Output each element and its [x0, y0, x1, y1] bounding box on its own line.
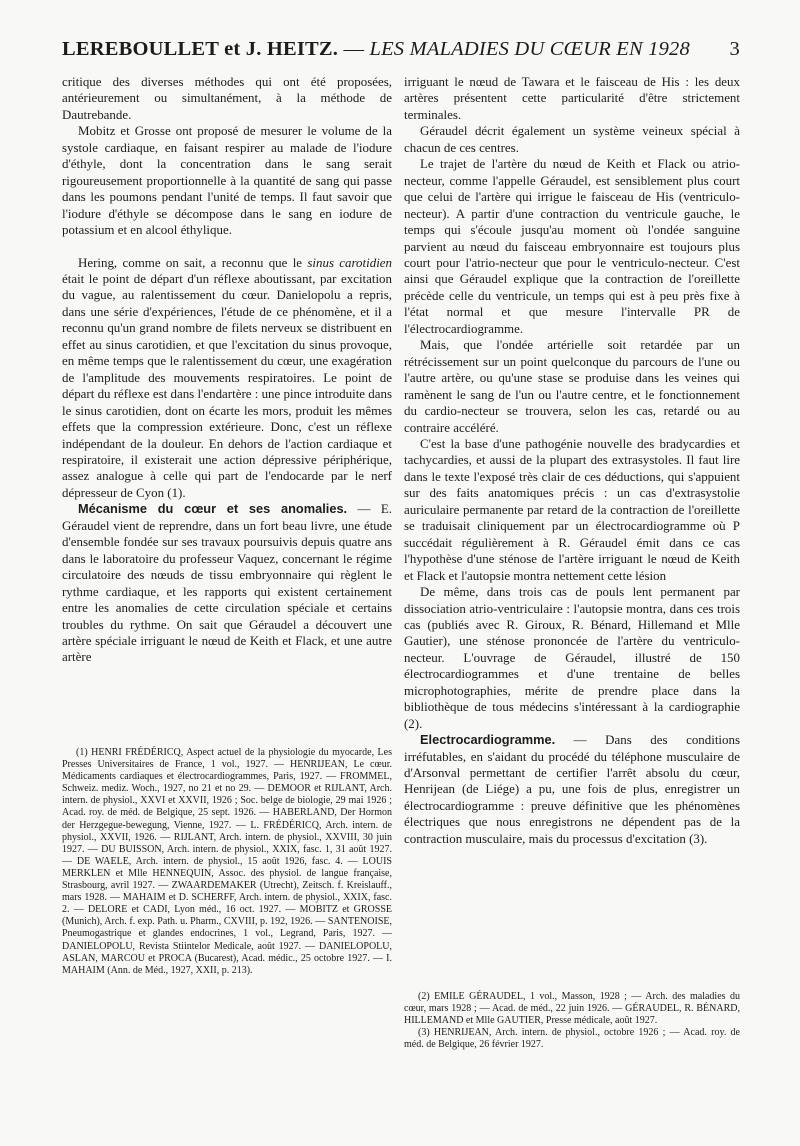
- header-authors: LEREBOULLET et J. HEITZ.: [62, 38, 339, 60]
- header-title: LES MALADIES DU CŒUR EN 1928: [369, 38, 690, 60]
- header-separator: —: [338, 38, 370, 60]
- footnotes-right: [404, 991, 740, 1051]
- footnote: (1) HENRI FRÉDÉRICQ, Aspect actuel de la physiologie du myocarde, Les Presses Universitaires de France, 1 vol., 1927. — HENRIJEAN, Le cœur. Médicaments cardiaques et électrocardiogrammes, Paris, 1927. — FROMMEL, Schweiz. mediz. Woch., 1927, no 21 et no 29. — DEMOOR et RIJLANT, Arch. intern. de physiol., XXVI et XXVII, 1926 ; Soc. belge de biologie, 29 mai 1926 ; Acad. roy. de méd. de Belgique, 25 sept. 1926. — HABERLAND, Der Hormon der Herzgegue-bewegung, Vienne, 1927. — L. FRÉDÉRICQ, Arch. intern. de physiol., XXVII, 1926. — RIJLANT, Arch. intern. de physiol., XXVIII, 30 juin 1927. — DU BUISSON, Arch. intern. de physiol., XXIX, fasc. 1, 31 août 1927. — DE WAELE, Arch. intern. de physiol., 15 août 1926, fasc. 4. — LOUIS MERKLEN et Mlle HENNEQUIN, Assoc. des physiol. de langue française, Strasbourg, avril 1927. — ZWAARDEMAKER (Utrecht), Zeitsch. f. Kreislauff., mars 1928. — MAHAIM et D. SCHERFF, Arch. intern. de physiol., XXIX, fasc. 2. — DELORE et CADI, Lyon méd., 16 oct. 1927. — MOBITZ et GROSSE (Munich), Arch. f. exp. Path. u. Pharm., CXVIII, p. 192, 1926. — SANTENOISE, Pneumogastrique et glandes endocrines, 1 vol., Legrand, Paris, 1927. — DANIELOPOLU, Revista Stiintelor Medicale, août 1927. — DANIELOPOLU, ASLAN, MARCOU et PROCA (Bucarest), Acad. médic., 25 octobre 1927. — I. MAHAIM (Ann. de Méd., 1927, XXII, p. 213).: [62, 747, 392, 976]
- paragraph: Géraudel décrit également un système veineux spécial à chacun de ces centres.: [404, 123, 740, 155]
- paragraph-gap: [62, 239, 392, 255]
- paragraph: Mais, que l'ondée artérielle soit retardée par un rétrécissement sur un point quelconque du parcours de l'une ou l'autre artère, ou qu'une stase se produise dans les veines qui ramènent le sang de l'un ou l'autre centre, et le fonctionnement du cardio-necteur se trouvera, selon les cas, retardé ou au contraire accéléré.: [404, 337, 740, 435]
- text-run: — Dans des conditions irréfutables, en s'aidant du procédé du téléphone musculaire de d'Arsonval permettant de certifier l'arrêt absolu du cœur, Henrijean (de Liége) a pu, une fois de plus, enregistrer un électrocardiogramme : preuve définitive que les phénomènes électriques que nous enregistrons ne dépendent pas de la contraction musculaire, mais du processus d'excitation (3).: [404, 732, 740, 846]
- text-run: — E. Géraudel vient de reprendre, dans un fort beau livre, une étude d'ensemble fondée sur ses travaux poursuivis depuis quatre ans dans le laboratoire du professeur Vaquez, concernant le régime circulatoire des nœuds de tissu embryonnaire qui règlent le rythme cardiaque, et les rapports qui existent certainement entre les anomalies de cette circulation spéciale et certains troubles du rythme. On sait que Géraudel a découvert une artère spéciale irriguant le nœud de Keith et Flack, et une autre artère: [62, 501, 393, 665]
- paragraph: [62, 255, 392, 502]
- paragraph: Le trajet de l'artère du nœud de Keith et Flack ou atrio-necteur, comme l'appelle Géraudel, est sensiblement plus court que celui de l'artère qui irrigue le faisceau de His (ventriculo-necteur). A partir d'une contraction du ventricule gauche, le temps qui s'écoule jusqu'au moment où l'ondée sanguine parvient au nœud du faisceau embryonnaire est toujours plus court pour l'atrio-necteur que pour le ventriculo-necteur. C'est ainsi que Géraudel explique que la contraction de l'oreillette précède celle du ventricule, un temps qui est à peu près fixe à l'état normal et que mesure l'intervalle PR de l'électrocardiogramme.: [404, 156, 740, 336]
- running-header: [62, 38, 740, 72]
- left-column: [62, 74, 392, 666]
- paragraph: irriguant le nœud de Tawara et le faisceau de His : les deux artères présentent cette particularité d'être strictement terminales.: [404, 74, 740, 122]
- footnote: (2) EMILE GÉRAUDEL, 1 vol., Masson, 1928 ; — Arch. des maladies du cœur, mars 1928 ; — Acad. de méd., 22 juin 1926. — GÉRAUDEL, R. BÉNARD, HILLEMAND et Mlle GAUTIER, Presse médicale, août 1927.: [404, 991, 740, 1027]
- paragraph: [62, 501, 392, 666]
- text-run: Hering, comme on sait, a reconnu que le: [78, 254, 308, 270]
- paragraph: C'est la base d'une pathogénie nouvelle des bradycardies et tachycardies, et aussi de la plupart des extrasystoles. Il faut lire dans le texte l'exposé très clair de ces déductions, qui s'appuient sur des faits anatomiques précis : un cas d'extrasystolie auriculaire permanente par retard de la contraction de l'oreillette se traduisait cliniquement par un électrocardiogramme où P succédait régulièrement à R. Géraudel émit dans ce cas l'hypothèse d'une sténose de l'artère irriguant le nœud de Keith et Flack et l'autopsie montra nettement cette lésion: [404, 435, 740, 583]
- paragraph: [404, 732, 740, 847]
- right-column: [404, 74, 740, 847]
- footnote: (3) HENRIJEAN, Arch. intern. de physiol., octobre 1926 ; — Acad. roy. de méd. de Belgique, 26 février 1927.: [404, 1027, 740, 1051]
- footnotes-left: [62, 747, 392, 977]
- italic-term: sinus carotidien: [307, 254, 392, 270]
- section-heading: Electrocardiogramme.: [420, 732, 556, 748]
- paragraph: De même, dans trois cas de pouls lent permanent par dissociation atrio-ventriculaire : l'autopsie montra, dans ces trois cas (publiés avec R. Giroux, R. Bénard, Hillemand et Mlle Gautier), une sténose prononcée de l'artère du ventriculo-necteur. L'ouvrage de Géraudel, illustré de 150 électrocardiogrammes et d'une trentaine de belles microphotographies, mérite de prendre place dans la bibliothèque de tous médecins s'intéressant à la cardiographie (2).: [404, 584, 740, 731]
- section-heading: Mécanisme du cœur et ses anomalies.: [78, 501, 348, 517]
- page-number: 3: [729, 38, 740, 60]
- paragraph: critique des diverses méthodes qui ont été proposées, antérieurement ou simultanément, à la méthode de Dautrebande.: [62, 74, 392, 122]
- text-run: était le point de départ d'un réflexe aboutissant, par excitation du vague, au ralentissement du cœur. Danielopolu a repris, dans une série d'expériences, l'étude de ce phénomène, et il a reconnu qu'un grand nombre de filets nerveux se distribuent en effet au sinus carotidien, et que l'excitation du sinus provoque, en même temps que le ralentissement du cœur, une exagération de l'amplitude des mouvements respiratoires. Le point de départ du réflexe est dans l'endartère : une pince introduite dans le sinus carotidien, dont on écarte les mors, produit les mêmes effets que la compression extérieure. Donc, c'est un réflexe indépendant de la douleur. En dehors de l'action cardiaque et respiratoire, il existerait une action dépressive périphérique, assez analogue à celle qui part de l'endocarde par le nerf dépresseur de Cyon (1).: [62, 270, 392, 500]
- paragraph: Mobitz et Grosse ont proposé de mesurer le volume de la systole cardiaque, en faisant respirer au malade de l'iodure d'éthyle, dont la concentration dans le sang serait rigoureusement proportionnelle à la quantité de sang qui passe dans les poumons pendant l'unité de temps. Il faut savoir que l'iodure d'éthyle se décompose dans le sang en iodure de potassium et en alcool éthylique.: [62, 123, 392, 238]
